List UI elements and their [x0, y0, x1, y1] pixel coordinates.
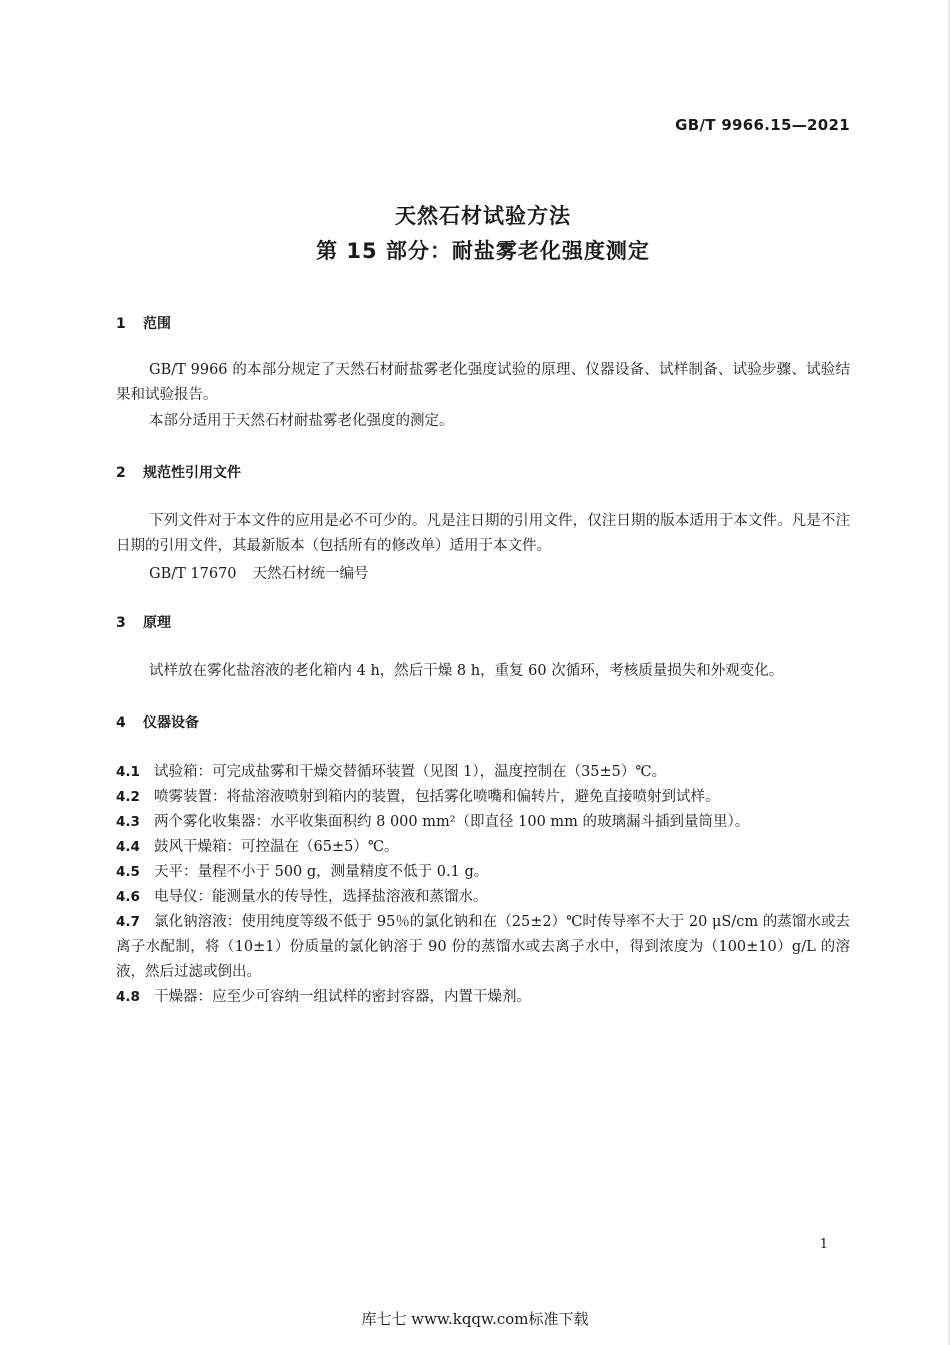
scope-paragraph-2: 本部分适用于天然石材耐盐雾老化强度的测定。 [149, 413, 454, 429]
item-text: 氯化钠溶液：使用纯度等级不低于 95％的氯化钠和在（25±2）℃时传导率不大于 20 μS/cm 的蒸馏水或去离子水配制，将（10±1）份质量的氯化钠溶于 90 份的蒸馏水或去离子水中，得到浓度为（100±10）g/L 的溶液，然后过滤或倒出。 [116, 914, 850, 980]
section-heading-principle [116, 612, 171, 632]
item-text: 电导仪：能测量水的传导性，选择盐溶液和蒸馏水。 [154, 889, 488, 905]
item-number: 4.8 [116, 989, 140, 1005]
footer-watermark: 库七七 www.kqqw.com标准下载 [361, 1310, 589, 1328]
item-text: 喷雾装置：将盐溶液喷射到箱内的装置，包括雾化喷嘴和偏转片，避免直接喷射到试样。 [154, 789, 720, 805]
apparatus-item [116, 785, 850, 810]
reference-title: 天然石材统一编号 [252, 566, 369, 582]
section-heading-apparatus [116, 712, 199, 732]
item-text: 试验箱：可完成盐雾和干燥交替循环装置（见图 1），温度控制在（35±5）℃。 [154, 764, 667, 780]
section-title: 范围 [143, 316, 171, 332]
section-heading-normative [116, 462, 241, 482]
apparatus-item [116, 985, 850, 1010]
apparatus-item [116, 835, 850, 860]
apparatus-item [116, 860, 850, 885]
item-number: 4.7 [116, 914, 140, 930]
item-text: 两个雾化收集器：水平收集面积约 8 000 mm²（即直径 100 mm 的玻璃漏斗插到量筒里）。 [154, 814, 750, 830]
apparatus-item [116, 760, 850, 785]
standard-code: GB/T 9966.15—2021 [675, 116, 850, 134]
item-text: 天平：量程不小于 500 g，测量精度不低于 0.1 g。 [154, 864, 489, 880]
item-number: 4.2 [116, 789, 140, 805]
apparatus-item [116, 910, 850, 985]
item-number: 4.6 [116, 889, 140, 905]
scope-paragraph-1: GB/T 9966 的本部分规定了天然石材耐盐雾老化强度试验的原理、仪器设备、试样制备、试验步骤、试验结果和试验报告。 [116, 362, 850, 403]
document-title: 天然石材试验方法 [395, 204, 571, 228]
normative-paragraph: 下列文件对于本文件的应用是必不可少的。凡是注日期的引用文件，仅注日期的版本适用于本文件。凡是不注日期的引用文件，其最新版本（包括所有的修改单）适用于本文件。 [116, 513, 850, 554]
reference-code: GB/T 17670 [149, 566, 237, 582]
document-subtitle: 第 15 部分：耐盐雾老化强度测定 [316, 239, 650, 263]
section-title: 规范性引用文件 [143, 465, 241, 481]
item-text: 鼓风干燥箱：可控温在（65±5）℃。 [154, 839, 399, 855]
section-title: 仪器设备 [143, 715, 199, 731]
principle-paragraph: 试样放在雾化盐溶液的老化箱内 4 h，然后干燥 8 h，重复 60 次循环，考核质量损失和外观变化。 [149, 663, 784, 679]
item-number: 4.1 [116, 764, 140, 780]
section-title: 原理 [143, 615, 171, 631]
section-number: 1 [116, 316, 126, 332]
apparatus-item [116, 885, 850, 910]
item-number: 4.3 [116, 814, 140, 830]
item-text: 干燥器：应至少可容纳一组试样的密封容器，内置干燥剂。 [154, 989, 531, 1005]
normative-reference [149, 562, 369, 583]
item-number: 4.4 [116, 839, 140, 855]
apparatus-item [116, 810, 850, 835]
section-number: 3 [116, 615, 126, 631]
page-number: 1 [819, 1237, 828, 1252]
section-heading-scope [116, 313, 171, 333]
item-number: 4.5 [116, 864, 140, 880]
section-number: 4 [116, 715, 126, 731]
section-number: 2 [116, 465, 126, 481]
